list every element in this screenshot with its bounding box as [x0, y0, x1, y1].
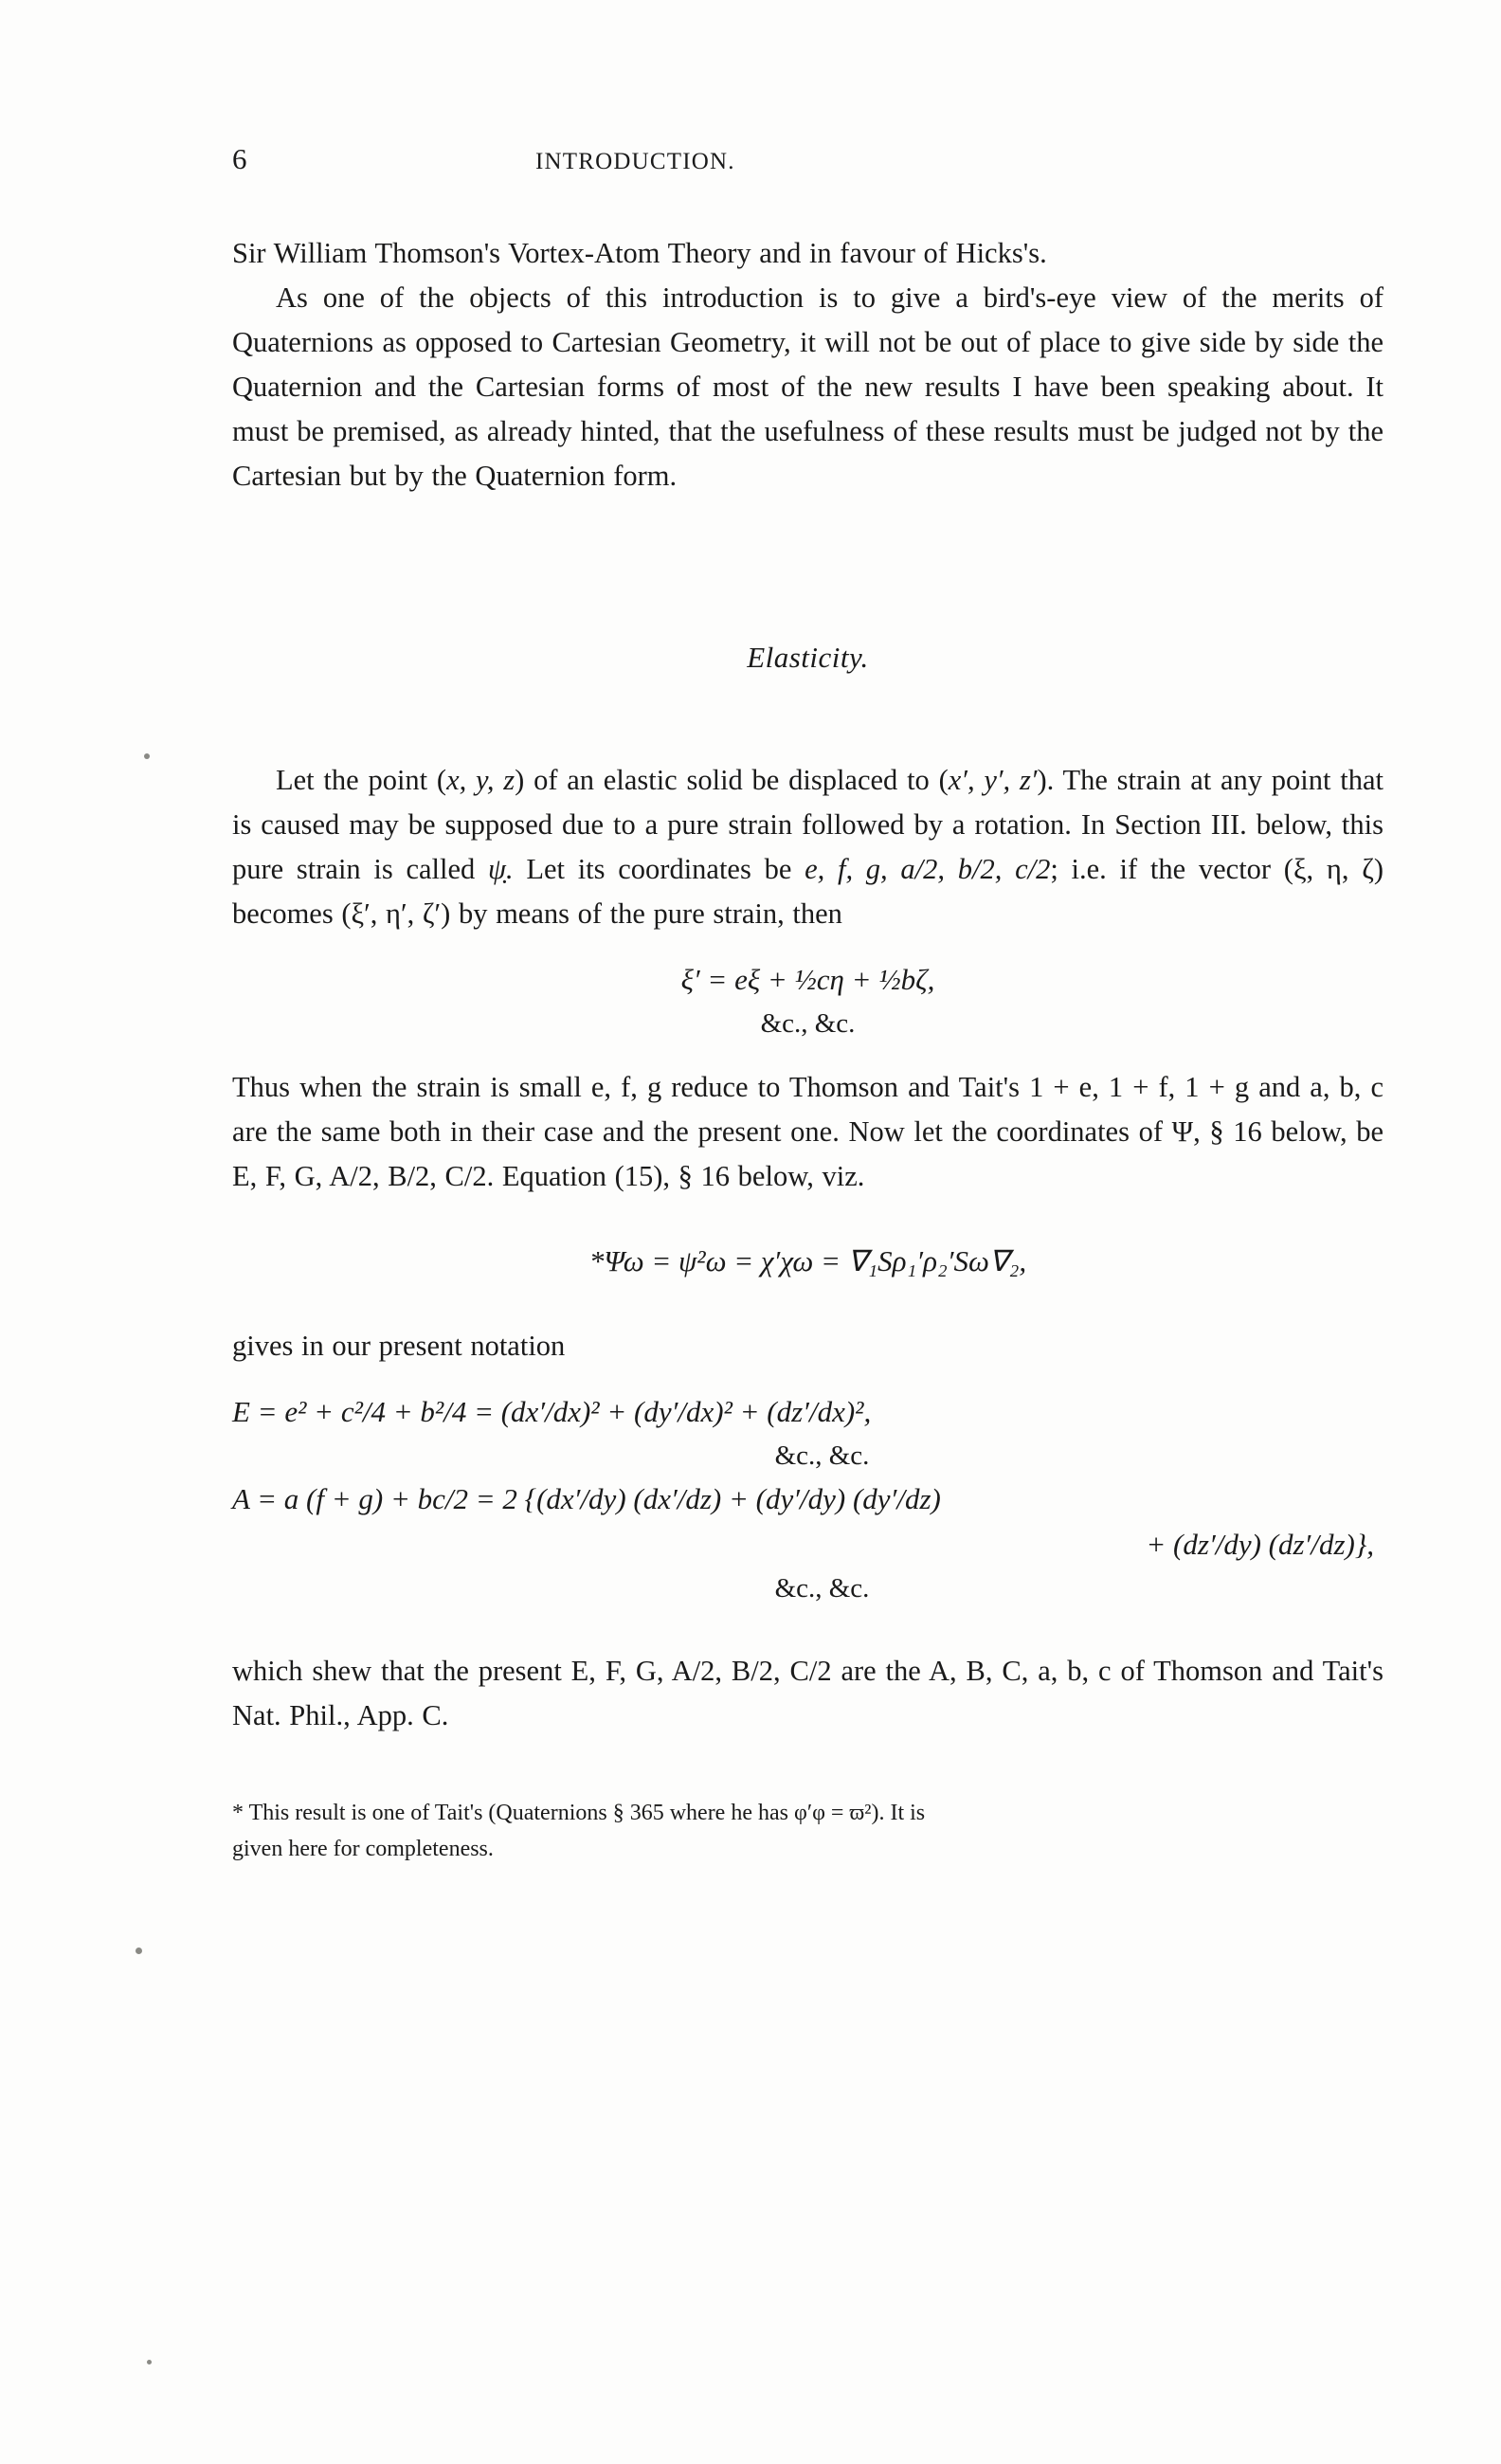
text-frag-1: Let the point (	[276, 764, 447, 796]
page-header	[232, 142, 1383, 188]
equation-A-line2: + (dz′/dy) (dz′/dz)},	[1146, 1528, 1374, 1561]
page-speck	[136, 1948, 142, 1954]
page-content	[232, 142, 1383, 1867]
equation-spacer	[232, 1044, 1383, 1065]
section-spacer	[232, 498, 1383, 641]
page-speck	[144, 753, 150, 759]
running-head: INTRODUCTION.	[535, 149, 735, 174]
equation-etc-1: &c., &c.	[760, 1008, 856, 1039]
footnote-line-2: given here for completeness.	[232, 1837, 494, 1861]
paragraph-small-strain: Thus when the strain is small e, f, g reduce to Thomson and Tait's 1 + e, 1 + f, 1 + g and a, b, c are the same both in their case and the present one. Now let the coordinates of Ψ, § 16 below, be E, F, G, A/2, B/2, C/2. Equation (15), § 16 below, viz.	[232, 1071, 1383, 1192]
equation-etc-2: &c., &c.	[774, 1440, 870, 1471]
section-heading-elasticity: Elasticity.	[747, 641, 869, 674]
footnote-line-1: * This result is one of Tait's (Quaternions § 365 where he has φ′φ = ϖ²). It is	[232, 1801, 926, 1825]
equation-psi-omega: *Ψω = ψ²ω = χ′χω = ∇₁Sρ₁′ρ₂′Sω∇₂,	[588, 1244, 1027, 1277]
equation-xi-prime: ξ′ = eξ + ½cη + ½bζ,	[680, 963, 935, 996]
equation-E: E = e² + c²/4 + b²/4 = (dx′/dx)² + (dy′/dx)² + (dz′/dx)²,	[232, 1395, 872, 1428]
equation-spacer	[232, 1199, 1383, 1239]
text-frag-xyz-prime: x′, y′, z′	[948, 764, 1038, 796]
heading-spacer	[232, 675, 1383, 758]
paragraph-objects: As one of the objects of this introduction is to give a bird's-eye view of the merits of Quaternions as opposed to Cartesian Geometry, it will not be out of place to give side by side the Quaternion and the Cartesian forms of most of the new results I have been speaking about. It must be premised, as already hinted, that the usefulness of these results must be judged not by the Cartesian but by the Quaternion form.	[232, 281, 1383, 492]
equation-spacer	[232, 936, 1383, 957]
equation-spacer	[232, 1609, 1383, 1649]
equation-spacer	[232, 1284, 1383, 1324]
paragraph-present-notation: gives in our present notation	[232, 1330, 566, 1362]
equation-spacer	[232, 1368, 1383, 1389]
text-frag-4: Let its coordinates be	[526, 853, 792, 885]
text-frag-xyz: x, y, z	[446, 764, 515, 796]
paragraph-conclusion: which shew that the present E, F, G, A/2, B/2, C/2 are the A, B, C, a, b, c of Thomson and Tait's Nat. Phil., App. C.	[232, 1655, 1383, 1731]
paragraph-elasticity-intro	[232, 758, 1383, 936]
text-frag-5: ; i.e. if the vector (ξ, η, ζ) becomes (ξ′, η′, ζ′) by means of the pure strain, then	[232, 853, 1383, 930]
equation-A-line1: A = a (f + g) + bc/2 = 2 {(dx′/dy) (dx′/dz) + (dy′/dy) (dy′/dz)	[232, 1482, 941, 1515]
page-number: 6	[232, 142, 247, 175]
text-frag-2: ) of an elastic solid be displaced to (	[515, 764, 949, 796]
text-frag-psi: ψ̣.	[488, 853, 514, 885]
text-frag-3: ). The strain at any point that is caused may be supposed due to a pure strain followed by a rotation. In Section III. below, this pure strain is called	[232, 764, 1383, 885]
page-speck	[147, 2360, 152, 2364]
footnote-block	[232, 1795, 1383, 1867]
text-frag-coords: e, f, g, a/2, b/2, c/2	[805, 853, 1051, 885]
paragraph-opening: Sir William Thomson's Vortex-Atom Theory and in favour of Hicks's.	[232, 237, 1047, 269]
equation-etc-3: &c., &c.	[774, 1573, 870, 1603]
